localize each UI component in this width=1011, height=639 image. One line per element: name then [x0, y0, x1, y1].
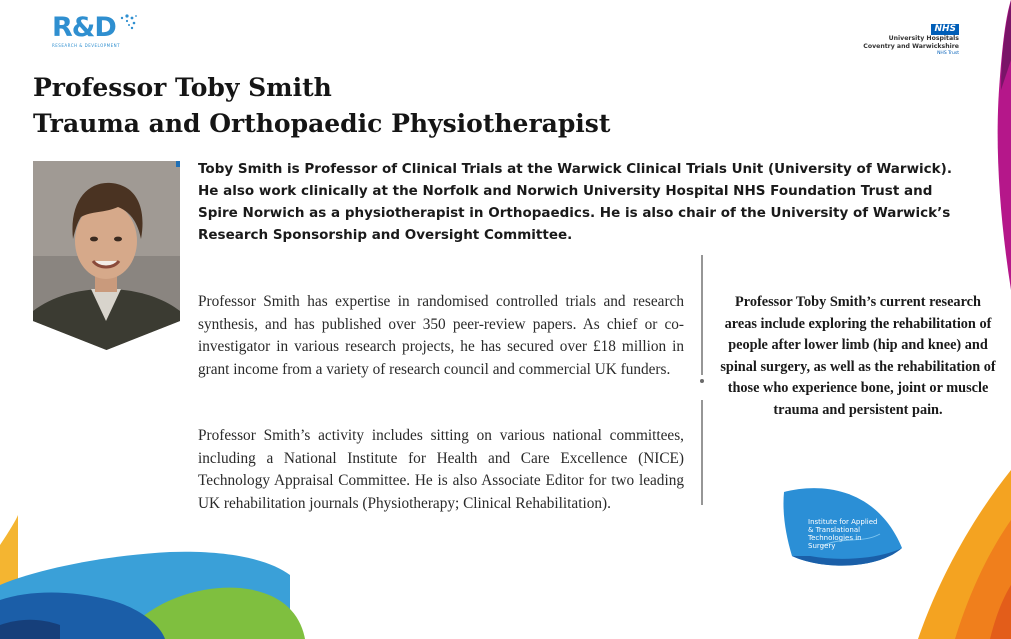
rd-logo [52, 14, 142, 58]
column-divider [701, 255, 703, 505]
nhs-org-line2: Coventry and Warwickshire [863, 43, 959, 50]
activity-paragraph: Professor Smith’s activity includes sitting on various national committees, including a National Institute for Health and Care Excellence (NICE) Technology Appraisal Committee. He is also Associate Editor for two leading UK rehabilitation journals (Physiotherapy; Clinical Rehabilitation). [198, 427, 684, 512]
intro-paragraph: Toby Smith is Professor of Clinical Trials at the Warwick Clinical Trials Unit (University of Warwick). He also work clinically at the Norfolk and Norwich University Hospital NHS Foundation Trust and Spire Norwich as a physiotherapist in Orthopaedics. He is also chair of the University of Warwick’s Research Sponsorship and Oversight Committee. [198, 161, 952, 243]
profile-role: Trauma and Orthopaedic Physiotherapist [33, 109, 611, 138]
rd-dots-icon [116, 12, 138, 34]
rd-logo-text: R&D [52, 12, 116, 43]
nhs-org-line1: University Hospitals [888, 35, 959, 42]
rd-logo-subtitle: RESEARCH & DEVELOPMENT [52, 43, 121, 48]
profile-name: Professor Toby Smith [33, 73, 332, 102]
page-heading [33, 70, 610, 142]
expertise-paragraph: Professor Smith has expertise in randomised controlled trials and research synthesis, and has published over 350 peer-review papers. As chief or co-investigator in various research projects, he has secured over £18 million in grant income from a variety of research council and commercial UK funders. [198, 293, 684, 378]
nhs-badge: NHS [931, 24, 959, 35]
photo-accent-bar [176, 161, 180, 167]
research-areas-note: Professor Toby Smith’s current research areas include exploring the rehabilitation of people after lower limb (hip and knee) and spinal surgery, as well as the rehabilitation of those who experience bone, joint or muscle trauma and persistent pain. [720, 294, 996, 418]
profile-photo [33, 161, 180, 350]
nhs-trust-label: NHS Trust [937, 51, 959, 56]
nhs-logo [829, 16, 959, 57]
institute-logo-text: Institute for Applied & Translational Technologies in Surgery [808, 518, 878, 550]
